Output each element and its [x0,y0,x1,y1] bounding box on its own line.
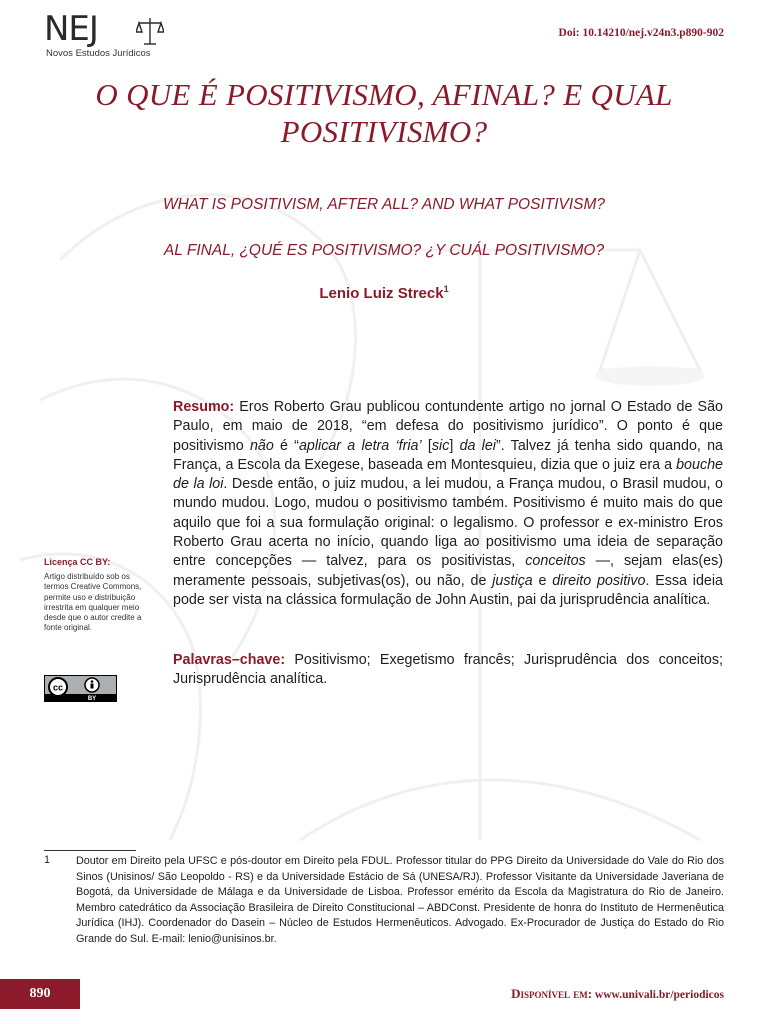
license-title: Licença CC BY: [44,557,111,567]
footer-available-label: Disponível em: [511,986,593,1001]
page-number-badge [0,979,80,1009]
footer-availability [511,986,724,1002]
footer-url-link[interactable]: www.univali.br/periodicos [594,989,724,1001]
abstract-text: é “ [273,437,299,454]
abstract-text: . Essa ideia pode ser vista na clássica formulação de John Austin, pai da jurisprudência analítica. [173,572,723,608]
abstract-text: [ [421,437,432,454]
page-number: 890 [29,986,51,1001]
abstract-emphasis: bouche de la loi [173,456,723,493]
svg-text:cc: cc [52,682,64,693]
abstract-emphasis: justiça [492,572,533,589]
cc-by-label: BY [87,696,97,702]
license-sidebar [44,557,152,634]
abstract-emphasis: aplicar a letra ‘fria’ [298,437,422,454]
keywords-text: Positivismo; Exegetismo francês; Jurisprudência dos conceitos; Jurisprudência analítica. [173,652,723,688]
abstract [173,398,723,610]
abstract-text: —, sejam elas(es) meramente pessoais, subjetivas(os), ou não, de [173,553,724,589]
keywords [173,651,723,690]
author-name [60,284,708,302]
abstract-text: Eros Roberto Grau publicou contundente artigo no jornal O Estado de São Paulo, em maio de 2018, “em defesa do positivismo jurídico”. O ponto é que positivismo [173,399,723,454]
abstract-emphasis: sic [431,437,450,454]
logo-subtitle: Novos Estudos Jurídicos [46,48,151,59]
abstract-emphasis: conceitos [525,553,586,570]
abstract-text: ] [449,437,460,454]
footnote-text: Doutor em Direito pela UFSC e pós-doutor em Direito pela FDUL. Professor titular do PPG Direito da Universidade do Vale do Rio dos Sinos (Unisinos/ São Leopoldo - RS) e da Universidade Estácio de Sá (UNESA/RJ). Professor Visitante da Universidade Javeriana de Bogotá, da Universidade de Málaga e da Universidade de Lisboa. Professor emérito da Escola da Magistratura do Rio de Janeiro. Membro catedrático da Associação Brasileira de Direito Constitucional – ABDConst. Presidente de honra do Instituto de Hermenêutica Jurídica (IHJ). Coordenador do Dasein – Núcleo de Estudos Hermenêuticos. Advogado. Ex-Procurador de Justiça do Estado do Rio Grande do Sul. E-mail: lenio@unisinos.br. [76,855,724,945]
doi-reference[interactable]: Doi: 10.14210/nej.v24n3.p890-902 [558,27,724,39]
footnote-number: 1 [44,854,51,866]
logo-wordmark: NEJ [44,9,98,49]
cc-by-badge-icon[interactable] [44,675,117,702]
abstract-text: . Desde então, o juiz mudou, a lei mudou, a França mudou, o Brasil mudou, o mundo mudou. Logo, mudou o positivismo também. Positivismo é muito mais do que aquilo que foi a sua formulação original: o legalismo. O professor e ex-ministro Eros Roberto Grau acerta no início, quando liga ao positivismo uma ideia de separação entre concepções — talvez, para os positivistas, [173,476,723,570]
footnote-divider [44,850,136,851]
abstract-emphasis: da lei [459,437,496,454]
abstract-emphasis: direito positivo [552,572,646,589]
subtitle-english: WHAT IS POSITIVISM, AFTER ALL? AND WHAT POSITIVISM? [162,196,606,213]
abstract-emphasis: não [249,437,274,454]
subtitle-spanish: AL FINAL, ¿QUÉ ES POSITIVISMO? ¿Y CUÁL POSITIVISMO? [163,242,605,259]
title-line-1: O QUE É POSITIVISMO, AFINAL? E QUAL [95,77,673,112]
article-title [60,76,708,150]
journal-logo [44,10,174,60]
abstract-label: Resumo: [173,399,235,415]
abstract-text: e [532,572,553,589]
author-footnote-marker[interactable]: 1 [443,284,449,294]
scales-of-justice-icon [136,16,164,46]
keywords-label: Palavras–chave: [173,652,286,668]
license-text: Artigo distribuído sob os termos Creative Commons, permite uso e distribuição irrestrita em qualquer meio desde que o autor credite a fonte original. [44,572,142,633]
author-name-text: Lenio Luiz Streck [319,285,444,302]
abstract-text: ”. Talvez já tenha sido quando, na França, a Escola da Exegese, baseada em Montesquieu, dizia que o juiz era a [173,437,723,473]
title-line-2: POSITIVISMO? [280,114,488,149]
